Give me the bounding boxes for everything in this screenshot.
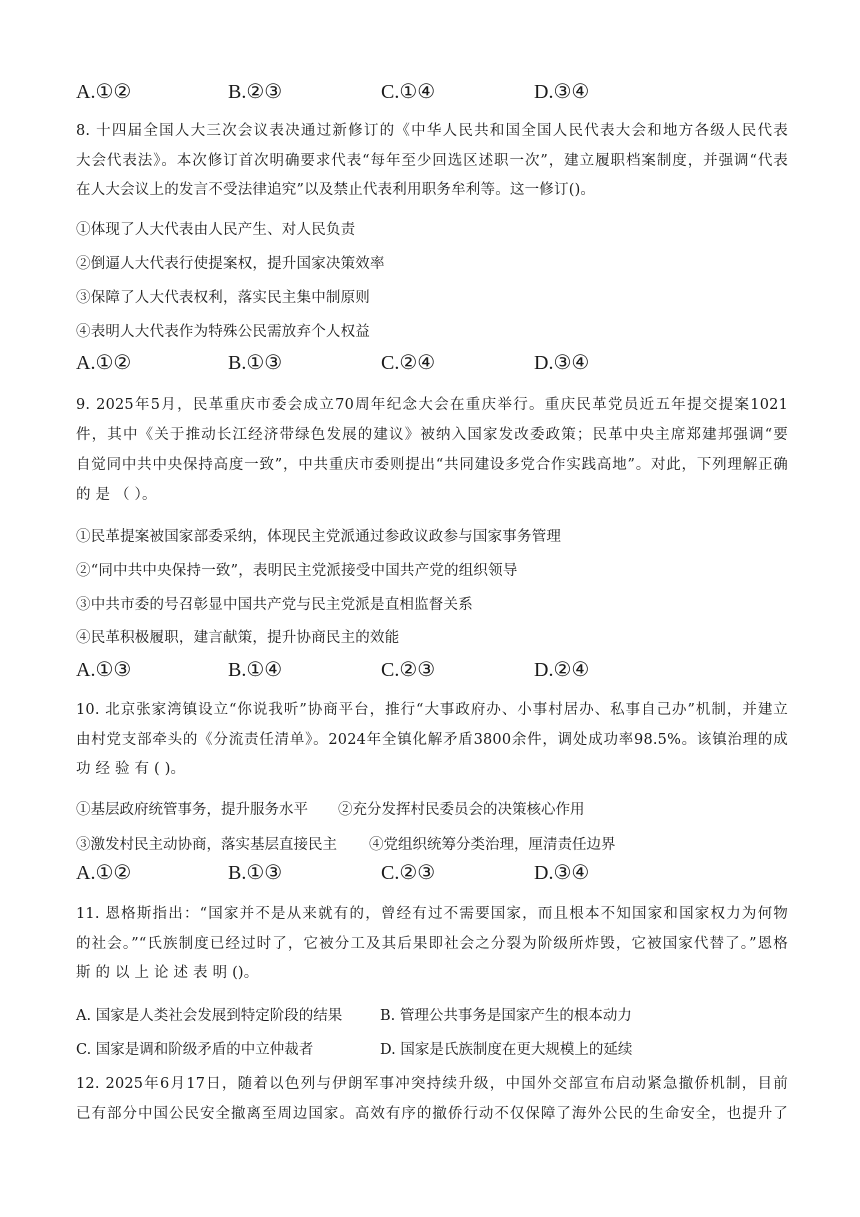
option-b: B.②③ <box>228 81 283 103</box>
q8-stem-line: 大会代表法》。本次修订首次明确要求代表“每年至少回选区述职一次”，建立履职档案制度，并强调“代表 <box>76 153 788 169</box>
q10-stem-line: 由村党支部牵头的《分流责任清单》。2024年全镇化解矛盾3800余件，调处成功率98.5%。该镇治理的成 <box>76 732 788 748</box>
option-a: A.①② <box>76 352 132 374</box>
q9-stem-line: 自觉同中共中央保持高度一致”，中共重庆市委则提出“共同建设多党合作实践高地”。对此，下列理解正确 <box>76 457 788 473</box>
q11-choice-c: C. 国家是调和阶级矛盾的中立仲裁者 <box>76 1042 314 1058</box>
option-d: D.②④ <box>534 659 590 681</box>
q11-stem-line: 的社会。”“氏族制度已经过时了，它被分工及其后果即社会之分裂为阶级所炸毁，它被国家代替了。”恩格 <box>76 936 788 952</box>
q9-options <box>76 657 788 683</box>
q8-statement: ②倒逼人大代表行使提案权，提升国家决策效率 <box>76 256 385 272</box>
option-d: D.③④ <box>534 352 590 374</box>
option-a: A.①② <box>76 81 132 103</box>
q11-choice-a: A. 国家是人类社会发展到特定阶段的结果 <box>76 1008 343 1024</box>
q10-stem-line: 功 经 验 有 ( )。 <box>76 761 186 777</box>
option-b: B.①③ <box>228 352 283 374</box>
q11-choice-d: D. 国家是氏族制度在更大规模上的延续 <box>380 1042 633 1058</box>
q8-options <box>76 350 788 376</box>
q8-statement: ①体现了人大代表由人民产生、对人民负责 <box>76 222 356 238</box>
option-b: B.①③ <box>228 862 283 884</box>
q9-stem-line: 的 是 （ ）。 <box>76 487 157 503</box>
q8-statement: ③保障了人大代表权利，落实民主集中制原则 <box>76 290 370 306</box>
prev-question-options <box>76 79 788 105</box>
option-c: C.②④ <box>381 352 436 374</box>
q11-choice-b: B. 管理公共事务是国家产生的根本动力 <box>380 1008 632 1024</box>
option-c: C.①④ <box>381 81 436 103</box>
q10-options <box>76 860 788 886</box>
q10-stem-line: 10. 北京张家湾镇设立“你说我听”协商平台，推行“大事政府办、小事村居办、私事自己办”机制，并建立 <box>76 702 788 718</box>
option-d: D.③④ <box>534 81 590 103</box>
q11-stem-line: 11. 恩格斯指出：“国家并不是从来就有的，曾经有过不需要国家，而且根本不知国家和国家权力为何物 <box>76 906 788 922</box>
q8-statement: ④表明人大代表作为特殊公民需放弃个人权益 <box>76 324 370 340</box>
option-a: A.①② <box>76 862 132 884</box>
option-b: B.①④ <box>228 659 283 681</box>
q11-stem-line: 斯 的 以 上 论 述 表 明 ()。 <box>76 965 259 981</box>
q8-stem-line: 在人大会议上的发言不受法律追究”以及禁止代表利用职务牟利等。这一修订()。 <box>76 182 596 198</box>
q9-stem-line: 件，其中《关于推动长江经济带绿色发展的建议》被纳入国家发改委政策；民革中央主席郑建邦强调“要 <box>76 427 788 443</box>
q10-statement: ③激发村民主动协商，落实基层直接民主 <box>76 837 337 853</box>
q9-statement: ①民革提案被国家部委采纳，体现民主党派通过参政议政参与国家事务管理 <box>76 529 562 545</box>
option-d: D.③④ <box>534 862 590 884</box>
q9-statement: ③中共市委的号召彰显中国共产党与民主党派是直相监督关系 <box>76 597 473 613</box>
q12-stem-line: 已有部分中国公民安全撤离至周边国家。高效有序的撤侨行动不仅保障了海外公民的生命安全，也提升了 <box>76 1106 788 1122</box>
option-a: A.①③ <box>76 659 132 681</box>
q10-statement: ②充分发挥村民委员会的决策核心作用 <box>338 802 585 818</box>
q12-stem-line: 12. 2025年6月17日，随着以色列与伊朗军事冲突持续升级，中国外交部宣布启动紧急撤侨机制，目前 <box>76 1076 788 1092</box>
option-c: C.②③ <box>381 862 436 884</box>
q9-statement: ④民革积极履职，建言献策，提升协商民主的效能 <box>76 630 400 646</box>
q9-statement: ②“同中共中央保持一致”，表明民主党派接受中国共产党的组织领导 <box>76 563 518 579</box>
q10-statement: ④党组织统筹分类治理，厘清责任边界 <box>369 837 616 853</box>
option-c: C.②③ <box>381 659 436 681</box>
q8-stem-line: 8. 十四届全国人大三次会议表决通过新修订的《中华人民共和国全国人民代表大会和地方各级人民代表 <box>76 123 788 139</box>
q9-stem-line: 9. 2025年5月，民革重庆市委会成立70周年纪念大会在重庆举行。重庆民革党员近五年提交提案1021 <box>76 397 788 413</box>
q10-statement: ①基层政府统管事务，提升服务水平 <box>76 802 308 818</box>
